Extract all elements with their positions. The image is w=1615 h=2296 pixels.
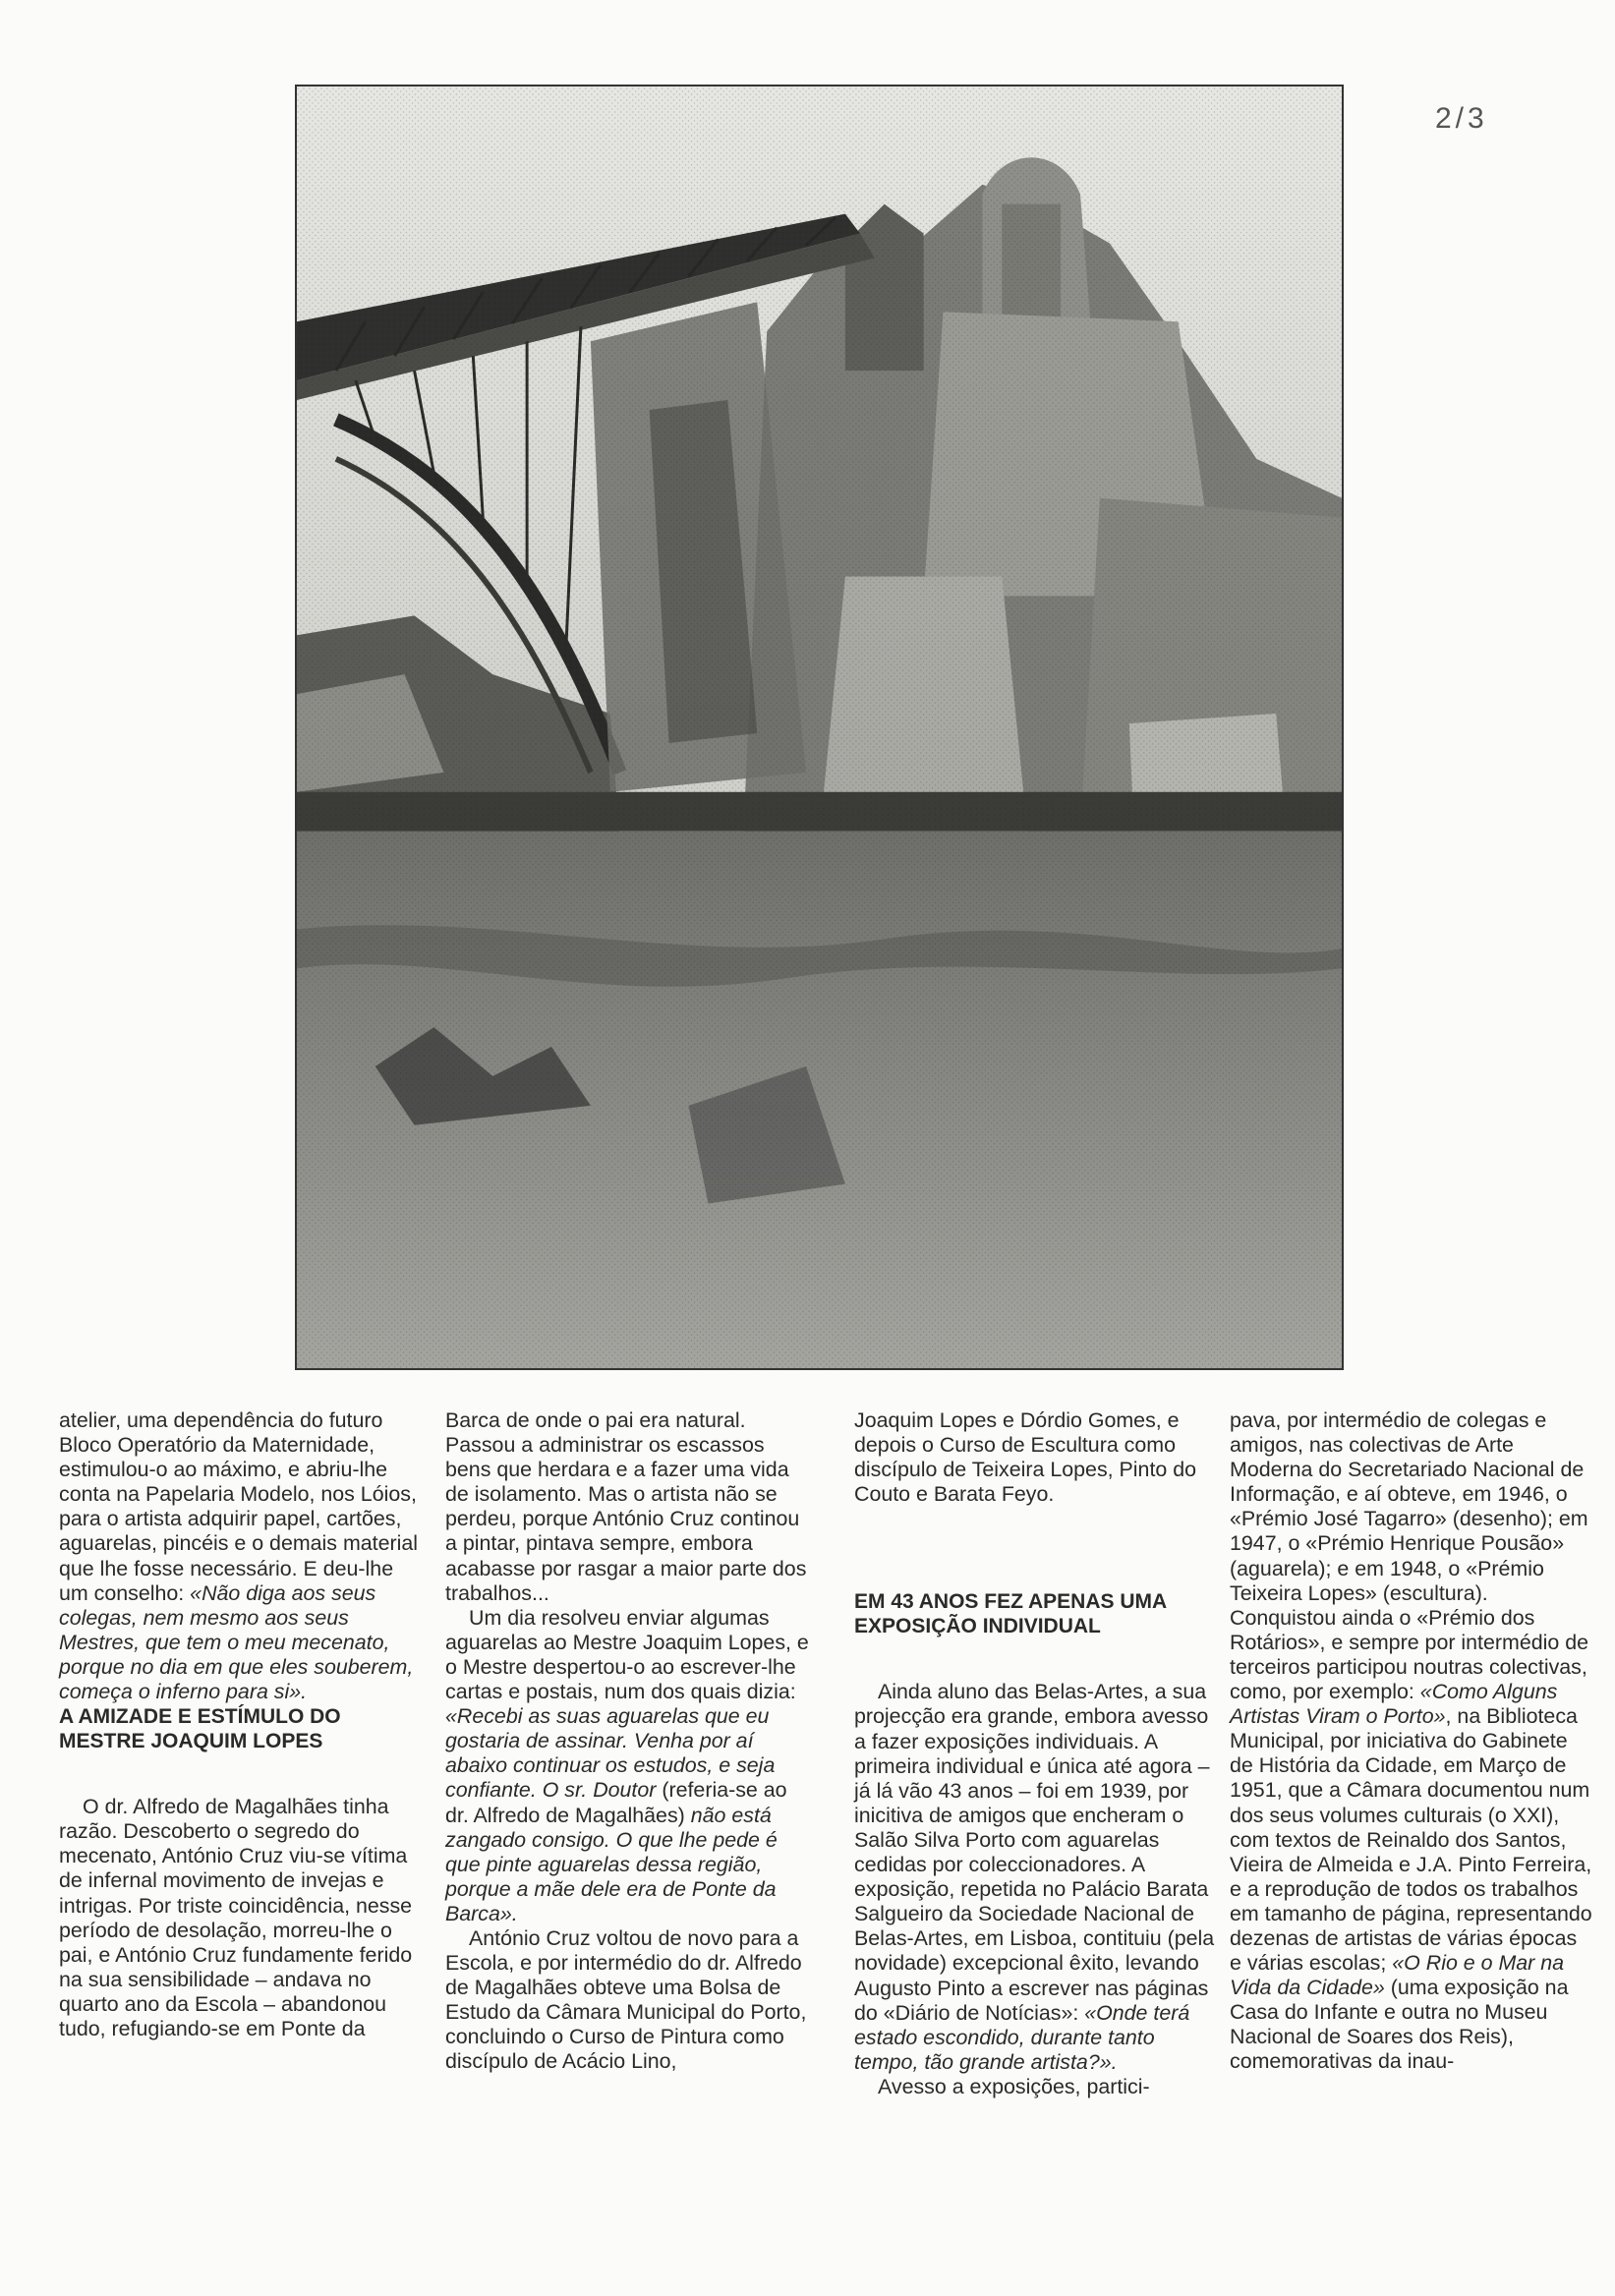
paragraph-text: Ainda aluno das Belas-Artes, a sua projecção era grande, embora avesso a fazer exposições individuais. A primeira individual e única até agora – já lá vão 43 anos – foi em 1939, por inicitiva de amigos que encheram o Salão Silva Porto com aguarelas cedidas por coleccionadores. A exposição, repetida no Palácio Barata Salgueiro da Sociedade Nacional de Belas-Artes, em Lisboa, contituiu (pela novidade) excepcional êxito, levando Augusto Pinto a escrever nas páginas do «Diário de Notícias»:: [854, 1680, 1215, 2025]
quote-text: «Como Alguns Artistas Viram o Porto»: [1230, 1680, 1558, 1729]
paragraph-text: atelier, uma dependência do futuro Bloco Operatório da Maternidade, estimulou-o ao máximo, e abriu-lhe conta na Papelaria Modelo, nos Lóios, para o artista adquirir papel, cartões, aguarelas, pincéis e o demais material que lhe fosse necessário. E deu-lhe um conselho:: [59, 1408, 419, 1605]
article-paragraph: [854, 1680, 1218, 2075]
article-paragraph: Avesso a exposições, partici-: [878, 2074, 1150, 2098]
quote-text: «O Rio e o Mar na Vida da Cidade»: [1230, 1951, 1565, 2000]
article-paragraph: Joaquim Lopes e Dórdio Gomes, e depois o Curso de Escultura como discípulo de Teixeira Lopes, Pinto do Couto e Barata Feyo.: [854, 1408, 1197, 1507]
text-column-3: [854, 1408, 1218, 2099]
paragraph-text: Um dia resolveu enviar algumas aguarelas ao Mestre Joaquim Lopes, e o Mestre despertou-o ao escrever-lhe cartas e postais, num dos quais dizia:: [445, 1605, 809, 1704]
section-heading: EM 43 ANOS FEZ APENAS UMA EXPOSIÇÃO INDIVIDUAL: [854, 1590, 1167, 1638]
quote-text: «Não diga aos seus colegas, nem mesmo aos seus Mestres, que tem o meu mecenato, porque no dia em que eles souberem, começa o inferno para si».: [59, 1580, 414, 1704]
article-paragraph: [59, 1408, 423, 1704]
paragraph-text: (referia-se ao dr. Alfredo de Magalhães): [445, 1778, 787, 1827]
article-paragraph: [445, 1606, 809, 1926]
paragraph-text: pava, por intermédio de colegas e amigos, nas colectivas de Arte Moderna do Secretariado Nacional de Informação, e aí obteve, em 1946, o «Prémio José Tagarro» (desenho); em 1947, o «Prémio Henrique Pousão» (aguarela); e em 1948, o «Prémio Teixeira Lopes» (escultura). Conquistou ainda o «Prémio dos Rotários», e sempre por intermédio de terceiros participou noutras colectivas, como, por exemplo:: [1230, 1408, 1589, 1704]
article-paragraph: [1230, 1408, 1593, 2075]
quote-text: «Onde terá estado escondido, durante tanto tempo, tão grande artista?».: [854, 2000, 1190, 2074]
article-paragraph: O dr. Alfredo de Magalhães tinha razão. Descoberto o segredo do mecenato, António Cruz viu-se vítima de infernal movimento de invejas e intrigas. Por triste coincidência, nesse período de desolação, morreu-lhe o pai, e António Cruz fundamente ferido na sua sensibilidade – andava no quarto ano da Escola – abandonou tudo, refugiando-se em Ponte da: [59, 1795, 413, 2040]
bridge-painting-image: [295, 85, 1344, 1370]
paragraph-text: , na Biblioteca Municipal, por iniciativa do Gabinete de História da Cidade, em Março de 1951, que a Câmara documentou num dos seus volumes culturais (o XXI), com textos de Reinaldo dos Santos, Vieira de Almeida e J.A. Pinto Ferreira, e a reprodução de todos os trabalhos em tamanho de página, representando dezenas de artistas de várias épocas e várias escolas;: [1230, 1704, 1592, 1976]
quote-text: não está zangado consigo. O que lhe pede é que pinte aguarelas dessa região, porque a mãe dele era de Ponte da Barca».: [445, 1803, 778, 1925]
page-number: 2/3: [1435, 102, 1488, 135]
text-column-2: [445, 1408, 809, 2075]
section-heading: A AMIZADE E ESTÍMULO DO MESTRE JOAQUIM LOPES: [59, 1705, 341, 1753]
article-paragraph: Barca de onde o pai era natural. Passou a administrar os escassos bens que herdara e a fazer uma vida de isolamento. Mas o artista não se perdeu, porque António Cruz continou a pintar, pintava sempre, embora acabasse por rasgar a maior parte dos trabalhos...: [445, 1408, 807, 1605]
quote-text: «Recebi as suas aguarelas que eu gostaria de assinar. Venha por aí abaixo continuar os estudos, e seja confiante. O sr. Doutor: [445, 1704, 776, 1803]
text-column-4: [1230, 1408, 1593, 2075]
paragraph-text: (uma exposição na Casa do Infante e outra no Museu Nacional de Soares dos Reis), comemorativas da inau-: [1230, 1976, 1569, 2074]
bridge-painting-svg: [297, 86, 1342, 1368]
article-paragraph: António Cruz voltou de novo para a Escola, e por intermédio do dr. Alfredo de Magalhães obteve uma Bolsa de Estudo da Câmara Municipal do Porto, concluindo o Curso de Pintura como discípulo de Acácio Lino,: [445, 1925, 807, 2074]
text-column-1: [59, 1408, 423, 2041]
